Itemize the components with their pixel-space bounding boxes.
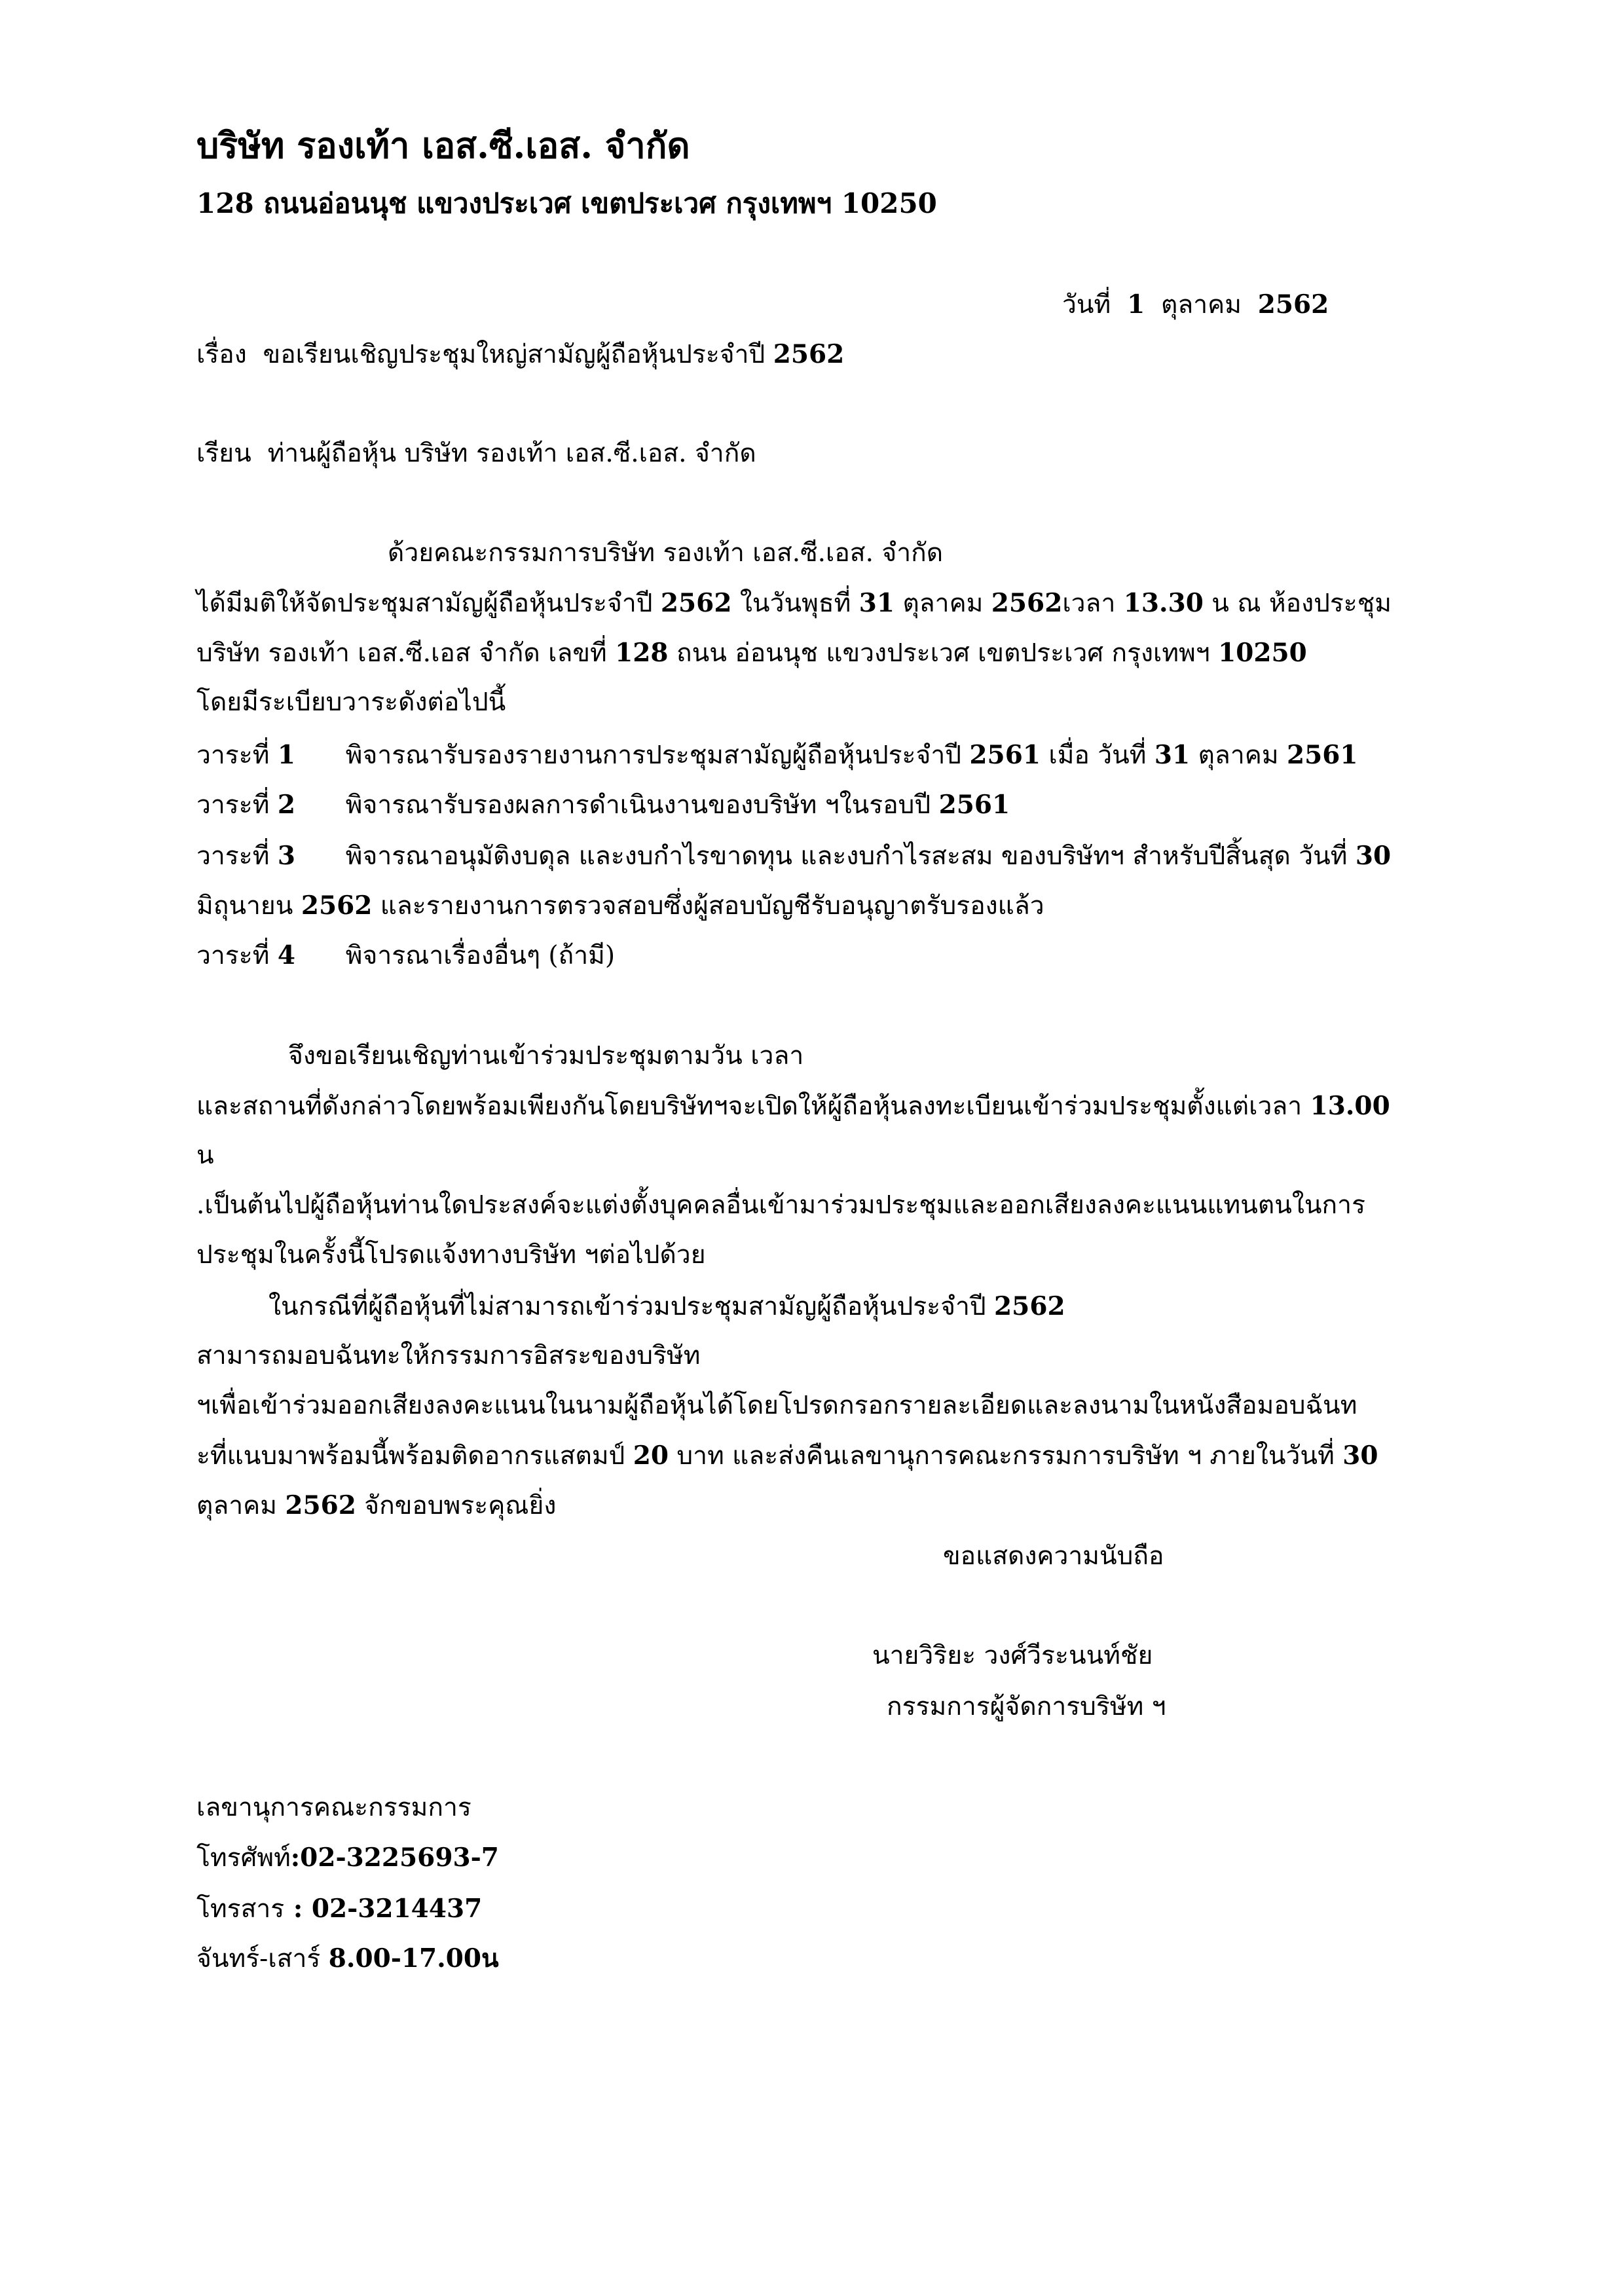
invite-line6-year: 2562 — [994, 1291, 1065, 1321]
invite-line2-text: และสถานที่ดังกล่าวโดยพร้อมเพียงกันโดยบริษัทฯจะเปิดให้ผู้ถือหุ้นลงทะเบียนเข้าร่วมประชุมตั้งแต่เวลา — [196, 1092, 1302, 1121]
agenda-item-4 — [196, 940, 615, 972]
agenda-item-3 — [196, 841, 1391, 872]
addressee-label: เรียน — [196, 439, 251, 468]
contact-fax — [196, 1894, 482, 1925]
invite-line10 — [196, 1490, 556, 1522]
company-address: 128 ถนนอ่อนนุช แขวงประเวศ เขตประเวศ กรุงเทพฯ 10250 — [196, 187, 937, 219]
agenda-label: วาระที่ — [196, 741, 270, 770]
agenda-month: ตุลาคม — [1198, 741, 1279, 770]
agenda-text: พิจารณาเรื่องอื่นๆ (ถ้ามี) — [345, 941, 616, 970]
agenda-item-1 — [196, 740, 1358, 771]
para1-line2-time-label: เวลา — [1062, 589, 1116, 618]
para1-line2 — [196, 588, 1392, 619]
invite-line5: ประชุมในครั้งนี้โปรดแจ้งทางบริษัท ฯต่อไปด้วย — [196, 1240, 706, 1270]
hours-label: จันทร์-เสาร์ — [196, 1944, 321, 1974]
agenda-day: 31 — [1154, 740, 1190, 770]
subject-line — [196, 339, 844, 371]
para1-line1: ด้วยคณะกรรมการบริษัท รองเท้า เอส.ซี.เอส. จำกัด — [388, 538, 944, 568]
agenda-number: 1 — [277, 740, 295, 770]
para1-line3-number: 128 — [615, 638, 669, 668]
addressee-text: ท่านผู้ถือหุ้น บริษัท รองเท้า เอส.ซี.เอส. จำกัด — [267, 439, 756, 468]
invite-line9-amount: 20 — [633, 1441, 669, 1471]
para1-line4: โดยมีระเบียบวาระดังต่อไปนี้ — [196, 688, 506, 717]
agenda-text: พิจารณารับรองผลการดำเนินงานของบริษัท ฯในรอบปี — [345, 790, 931, 820]
para1-line2-month: ตุลาคม — [902, 589, 984, 618]
invite-line10-year: 2562 — [285, 1490, 356, 1520]
invite-line2 — [196, 1091, 1390, 1122]
subject-text: ขอเรียนเชิญประชุมใหญ่สามัญผู้ถือหุ้นประจำปี — [263, 340, 766, 369]
date-month: ตุลาคม — [1161, 290, 1242, 320]
date-year: 2562 — [1257, 289, 1329, 320]
invite-line6-text: ในกรณีที่ผู้ถือหุ้นที่ไม่สามารถเข้าร่วมประชุมสามัญผู้ถือหุ้นประจำปี — [268, 1292, 986, 1321]
agenda-label: วาระที่ — [196, 941, 270, 970]
invite-line6 — [268, 1291, 1065, 1323]
para1-line2-time: 13.30 — [1123, 588, 1204, 618]
agenda-number: 4 — [277, 940, 295, 970]
closing-regards: ขอแสดงความนับถือ — [943, 1541, 1164, 1571]
agenda-label: วาระที่ — [196, 841, 270, 871]
agenda-year: 2562 — [301, 890, 373, 921]
invite-line8: ฯเพื่อเข้าร่วมออกเสียงลงคะแนนในนามผู้ถือหุ้นได้โดยโปรดกรอกรายละเอียดและลงนามในหนังสือมอบฉันท — [196, 1391, 1357, 1420]
agenda-text: พิจารณารับรองรายงานการประชุมสามัญผู้ถือหุ้นประจำปี — [345, 741, 962, 770]
invite-line9-text-c: บาท และส่งคืนเลขานุการคณะกรรมการบริษัท ฯ ภายในวันที่ — [676, 1441, 1335, 1471]
hours-value: 8.00-17.00 — [328, 1943, 482, 1974]
company-name: บริษัท รองเท้า เอส.ซี.เอส. จำกัด — [196, 124, 690, 166]
agenda-year: 2561 — [938, 790, 1010, 820]
agenda-year: 2561 — [969, 740, 1041, 770]
para1-line3-text-c: ถนน อ่อนนุช แขวงประเวศ เขตประเวศ กรุงเทพฯ — [676, 638, 1210, 668]
invite-line3: น — [196, 1141, 214, 1170]
invite-line9-day: 30 — [1342, 1441, 1378, 1471]
para1-line3 — [196, 638, 1307, 669]
date-label: วันที่ — [1062, 290, 1111, 320]
subject-year: 2562 — [773, 339, 845, 369]
fax-label: โทรสาร — [196, 1894, 285, 1924]
contact-department: เลขานุการคณะกรรมการ — [196, 1793, 471, 1822]
para1-line3-postcode: 10250 — [1218, 638, 1307, 668]
agenda-label: วาระที่ — [196, 790, 270, 820]
para1-line3-text-a: บริษัท รองเท้า เอส.ซี.เอส จำกัด เลขที่ — [196, 638, 607, 668]
agenda-number: 3 — [277, 841, 295, 871]
agenda-month: มิถุนายน — [196, 891, 293, 921]
invite-line1: จึงขอเรียนเชิญท่านเข้าร่วมประชุมตามวัน เวลา — [288, 1041, 804, 1071]
agenda-item-2 — [196, 790, 1010, 821]
invite-line7: สามารถมอบฉันทะให้กรรมการอิสระของบริษัท — [196, 1341, 701, 1370]
hours-suffix: น — [481, 1943, 499, 1974]
para1-line2-text-c: ในวันพุธที่ — [739, 589, 851, 618]
signer-name: นายวิริยะ วงศ์วีระนนท์ชัย — [872, 1641, 1153, 1670]
signer-title: กรรมการผู้จัดการบริษัท ฯ — [887, 1692, 1166, 1721]
para1-line2-year: 2562 — [660, 588, 732, 618]
para1-line2-text-i: น ณ ห้องประชุม — [1211, 589, 1392, 618]
contact-phone — [196, 1843, 499, 1874]
agenda-item-3-line2 — [196, 890, 1044, 922]
agenda-text: พิจารณาอนุมัติงบดุล และงบกำไรขาดทุน และงบกำไรสะสม ของบริษัทฯ สำหรับปีสิ้นสุด วันที่ — [345, 841, 1348, 871]
agenda-year-b: 2561 — [1286, 740, 1358, 770]
date-day: 1 — [1127, 289, 1145, 320]
invite-line10-month: ตุลาคม — [196, 1491, 277, 1520]
invite-line9 — [196, 1441, 1378, 1472]
agenda-text-b: และรายงานการตรวจสอบซึ่งผู้สอบบัญชีรับอนุญาตรับรองแล้ว — [380, 891, 1044, 921]
contact-hours — [196, 1943, 499, 1975]
invite-line4: .เป็นต้นไปผู้ถือหุ้นท่านใดประสงค์จะแต่งตั้งบุคคลอื่นเข้ามาร่วมประชุมและออกเสียงลงคะแนนแทนตนในการ — [196, 1190, 1366, 1220]
agenda-day: 30 — [1355, 841, 1392, 871]
invite-line10-text: จักขอบพระคุณยิ่ง — [364, 1491, 557, 1520]
para1-line2-text-a: ได้มีมติให้จัดประชุมสามัญผู้ถือหุ้นประจำปี — [196, 589, 653, 618]
agenda-number: 2 — [277, 790, 295, 820]
para1-line2-year2: 2562 — [991, 588, 1063, 618]
para1-line2-day: 31 — [858, 588, 895, 618]
invite-line2-time: 13.00 — [1310, 1091, 1390, 1121]
phone-label: โทรศัพท์ — [196, 1843, 291, 1873]
fax-number: : 02-3214437 — [284, 1894, 483, 1924]
subject-label: เรื่อง — [196, 340, 247, 369]
letter-date — [1062, 289, 1329, 321]
invite-line9-text-a: ะที่แนบมาพร้อมนี้พร้อมติดอากรแสตมป์ — [196, 1441, 625, 1471]
phone-number: :02-3225693-7 — [290, 1843, 499, 1873]
addressee-line — [196, 439, 756, 469]
agenda-text-b: เมื่อ วันที่ — [1048, 741, 1147, 770]
